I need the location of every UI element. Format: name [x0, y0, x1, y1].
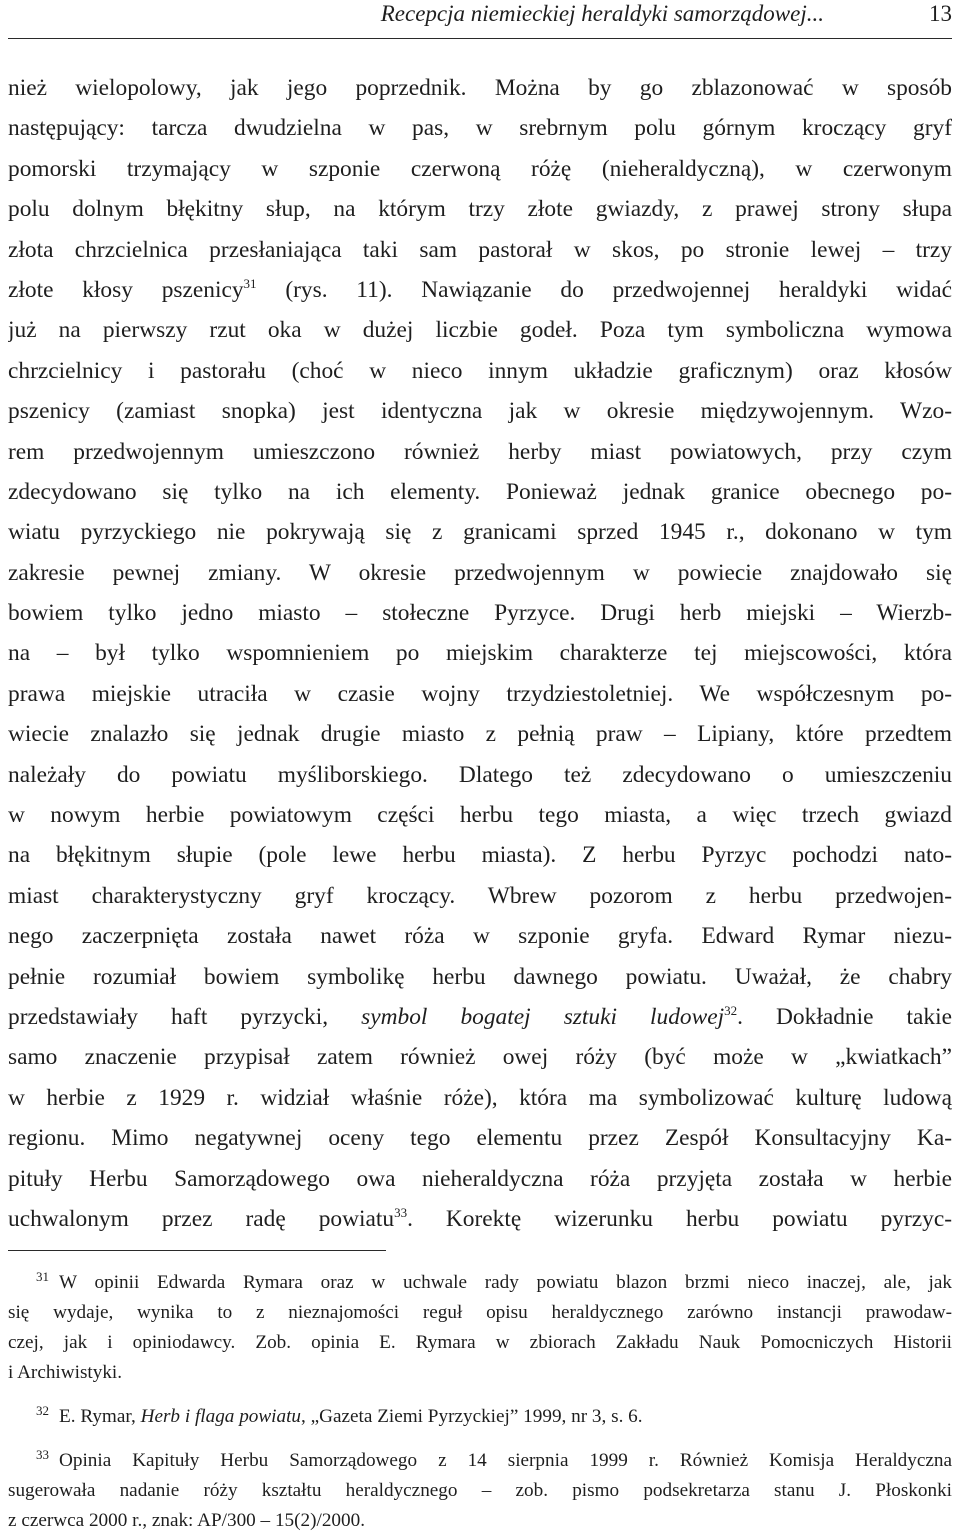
text-fragment: przedstawiały haft pyrzycki, [8, 1003, 362, 1030]
footnote-separator [8, 1250, 386, 1251]
footnote-line: czej, jak i opiniodawcy. Zob. opinia E. Rymara w zbiorach Zakładu Nauk Pomocniczych Historii [8, 1332, 952, 1353]
footnotes [8, 1268, 952, 1536]
text-line: polu dolnym błękitny słup, na którym trzy złote gwiazdy, z prawej strony słupa [8, 196, 952, 223]
text-line: pełnie rozumiał bowiem symbolikę herbu dawnego powiatu. Uważał, że chabry [8, 963, 952, 990]
text-line: następujący: tarcza dwudzielna w pas, w srebrnym polu górnym kroczący gryf [8, 115, 952, 142]
text-line: zdecydowano się tylko na ich elementy. Ponieważ jednak granice obecnego po- [8, 478, 952, 505]
footnote-text: W opinii Edwarda Rymara oraz w uchwale rady powiatu blazon brzmi nieco inaczej, ale, jak [59, 1272, 952, 1293]
text-line: samo znaczenie przypisał zatem również owej róży (być może w „kwiatkach” [8, 1044, 952, 1071]
body-text [8, 68, 952, 1239]
text-line: nież wielopolowy, jak jego poprzednik. Można by go zblazonować w sposób [8, 75, 952, 101]
text-line: już na pierwszy rzut oka w dużej liczbie godeł. Poza tym symboliczna wymowa [8, 317, 952, 344]
footnote-line: się wydaje, wynika to z nieznajomości reguł opisu heraldycznego zarówno instancji prawodaw- [8, 1302, 952, 1323]
text-fragment: uchwalonym przez radę powiatu [8, 1205, 395, 1232]
text-line [8, 1199, 952, 1239]
footnote-line: sugerowała nadanie róży kształtu heraldycznego – zob. pismo podsekretarza stanu J. Płoskonki [8, 1480, 952, 1501]
text-line: złota chrzcielnica przesłaniająca taki sam pastorał w skos, po stronie lewej – trzy [8, 236, 952, 263]
text-line: regionu. Mimo negatywnej oceny tego elementu przez Zespół Konsultacyjny Ka- [8, 1125, 952, 1152]
text-line: w nowym herbie powiatowym części herbu tego miasta, a więc trzech gwiazd [8, 802, 952, 829]
footnote-line: i Archiwistyki. [8, 1362, 123, 1383]
footnote-line: z czerwca 2000 r., znak: AP/300 – 15(2)/2000. [8, 1510, 366, 1531]
text-line: rem przedwojennym umieszczono również herby miast powiatowych, przy czym [8, 438, 952, 465]
footnote-33 [8, 1446, 952, 1536]
text-line: pomorski trzymający w szponie czerwoną różę (nieheraldyczną), w czerwonym [8, 155, 952, 182]
text-line [8, 997, 952, 1037]
text-line: chrzcielnicy i pastorału (choć w nieco innym układzie graficznym) oraz kłosów [8, 357, 952, 384]
footnote-number: 33 [36, 1447, 49, 1462]
footnote-text: Opinia Kapituły Herbu Samorządowego z 14 sierpnia 1999 r. Również Komisja Heraldyczna [59, 1450, 952, 1471]
text-line: wiatu pyrzyckiego nie pokrywają się z granicami sprzed 1945 r., dokonano w tym [8, 519, 952, 546]
footnote-author: E. Rymar, [59, 1406, 141, 1427]
text-line: wiecie znalazło się jednak drugie miasto z pełnią praw – Lipiany, które przedtem [8, 721, 952, 748]
footnote-32 [8, 1402, 952, 1432]
text-fragment: (rys. 11). Nawiązanie do przedwojennej heraldyki widać [285, 276, 952, 303]
footnote-text: , „Gazeta Ziemi Pyrzyckiej” 1999, nr 3, s. 6. [301, 1406, 643, 1427]
text-line: zakresie pewnej zmiany. W okresie przedwojennym w powiecie znajdowało się [8, 559, 952, 586]
text-line: na błękitnym słupie (pole lewe herbu miasta). Z herbu Pyrzyc pochodzi nato- [8, 842, 952, 869]
text-line: pszenicy (zamiast snopka) jest identyczna jak w okresie międzywojennym. Wzo- [8, 398, 952, 425]
footnote-line [8, 1402, 952, 1432]
footnote-line [8, 1446, 952, 1476]
text-line: prawa miejskie utraciła w czasie wojny trzydziestoletniej. We współczesnym po- [8, 680, 952, 707]
footnote-number: 32 [36, 1403, 49, 1418]
running-header [8, 0, 952, 32]
text-line: nego zaczerpnięta została nawet róża w szponie gryfa. Edward Rymar niezu- [8, 923, 952, 950]
text-line [8, 270, 952, 310]
page-number: 13 [929, 1, 952, 26]
text-line: bowiem tylko jedno miasto – stołeczne Pyrzyce. Drugi herb miejski – Wierzb- [8, 600, 952, 627]
footnote-title: Herb i flaga powiatu [140, 1406, 302, 1427]
text-fragment: . Korektę wizerunku herbu powiatu pyrzyc- [407, 1205, 952, 1232]
running-title: Recepcja niemieckiej heraldyki samorządowej... [380, 1, 824, 26]
footnote-line [8, 1268, 952, 1298]
text-line: miast charakterystyczny gryf kroczący. Wbrew pozorom z herbu przedwojen- [8, 882, 952, 909]
footnote-31 [8, 1268, 952, 1388]
footnote-ref: 33 [394, 1204, 408, 1220]
text-line: w herbie z 1929 r. widział właśnie róże), która ma symbolizować kulturę ludową [8, 1084, 952, 1111]
text-line: na – był tylko wspomnieniem po miejskim charakterze tej miejscowości, która [8, 640, 952, 667]
text-fragment: złote kłosy pszenicy [8, 276, 244, 303]
footnote-ref: 32 [724, 1002, 738, 1018]
text-line: należały do powiatu myśliborskiego. Dlatego też zdecydowano o umieszczeniu [8, 761, 952, 788]
header-rule [8, 38, 952, 39]
footnote-ref: 31 [243, 275, 257, 291]
text-fragment: . Dokładnie takie [737, 1003, 952, 1030]
text-line: pituły Herbu Samorządowego owa nieheraldyczna róża przyjęta została w herbie [8, 1165, 952, 1192]
footnote-number: 31 [36, 1269, 49, 1284]
italic-quote: symbol bogatej sztuki ludowej [361, 1003, 725, 1030]
